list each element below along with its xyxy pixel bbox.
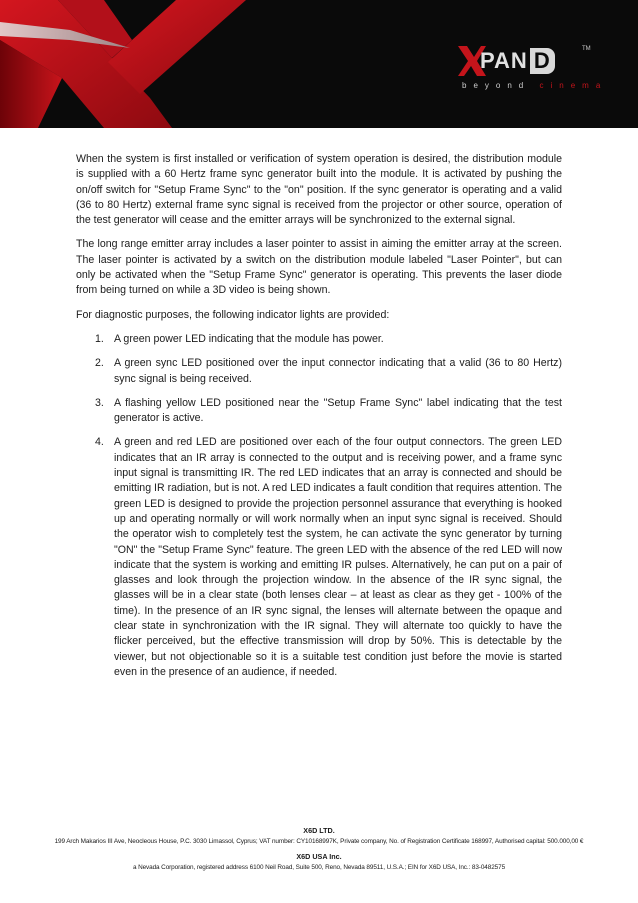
- list-number: 2.: [95, 357, 104, 370]
- page-header: [0, 0, 638, 128]
- document-body: [76, 152, 562, 689]
- red-x-graphic: [0, 0, 260, 128]
- tagline-cinema: cinema: [539, 81, 608, 90]
- footer-company-2-address: a Nevada Corporation, registered address 6100 Neil Road, Suite 500, Reno, Nevada 89511, U.S.A.; EIN for X6D USA, Inc.: 83-0482575: [132, 864, 506, 871]
- logo-letter-d: D: [530, 48, 555, 74]
- list-number: 1.: [95, 332, 104, 345]
- paragraph-diagnostic-intro: For diagnostic purposes, the following indicator lights are provided:: [76, 308, 390, 321]
- xpand-logo: [458, 46, 608, 94]
- tagline-beyond: beyond: [462, 81, 531, 90]
- list-item: [76, 435, 562, 680]
- indicator-list: [76, 332, 562, 680]
- paragraph-frame-sync: When the system is first installed or verification of system operation is desired, the distribution module is supplied with a 60 Hertz frame sync generator built into the module. It is activated by pushing the on/off switch for "Setup Frame Sync" to the "on" position. If the sync generator is operating and a valid (36 to 80 Hertz) external frame sync signal is received from the projector or other source, operation of the test generator will cease and the emitter arrays will be synchronized to the external signal.: [76, 153, 562, 227]
- footer-company-2: [0, 852, 638, 871]
- footer-company-1-name: X6D LTD.: [303, 826, 335, 835]
- list-number: 3.: [95, 396, 104, 409]
- footer-company-1: [0, 826, 638, 845]
- list-text: A green power LED indicating that the module has power.: [114, 332, 384, 345]
- paragraph-laser-pointer: The long range emitter array includes a laser pointer to assist in aiming the emitter array at the screen. The laser pointer is activated by a switch on the distribution module labeled "Laser Pointer", but can only be activated when the "Setup Frame Sync" generator is operating. This prevents the laser diode from being turned on while a 3D video is being shown.: [76, 238, 562, 297]
- logo-tagline: [462, 81, 607, 90]
- logo-word-pan: PAN: [480, 48, 528, 73]
- list-text: A green sync LED positioned over the input connector indicating that a valid (36 to 80 Hertz) sync signal is being received.: [114, 357, 562, 385]
- list-number: 4.: [95, 436, 104, 449]
- list-text: A flashing yellow LED positioned near the "Setup Frame Sync" label indicating that the test generator is active.: [114, 396, 562, 425]
- list-text: A green and red LED are positioned over each of the four output connectors. The green LED indicates that an IR array is connected to the output and is receiving power, and a frame sync input signal is transmitting IR. The red LED indicates that an array is connected and should be emitting IR radiation, but is not. A red LED indicates a fault condition that requires attention. The green LED is designed to provide the projection personnel assurance that everything is hooked up and operating normally or will work normally when an input sync signal is received. Should the operator wish to completely test the system, he can activate the sync generator by turning "ON" the "Setup Frame Sync" feature. The green LED with the absence of the red LED will now indicate that the system is working and emitting IR pulses. Alternatively, he can put on a pair of glasses and look through the projection window. In the absence of the IR sync signal, the glasses will be in a clear state (both lenses clear – at least as clear as they get - 100% of the time). In the presence of an IR sync signal, the lenses will alternate between the opaque and clear state in synchronization with the IR signal. They will alternate too quickly to have the flicker perceived, but the effective transmission will drop by 50%. This is detectable by the viewer, but not objectionable so it is a suitable test condition just before the movie is started even in the presence of an audience, if needed.: [114, 436, 562, 678]
- list-item: [76, 396, 562, 427]
- logo-wordmark: [480, 48, 555, 74]
- footer-company-2-name: X6D USA Inc.: [296, 852, 342, 861]
- trademark-mark: TM: [582, 46, 591, 52]
- list-item: [76, 356, 562, 387]
- list-item: [76, 332, 562, 347]
- footer-company-1-address: 199 Arch Makarios III Ave, Neocleous House, P.C. 3030 Limassol, Cyprus; VAT number: CY10168997K, Private company, No. of Registration Certificate 168997, Authorised capital: 500.000,00 €: [54, 838, 584, 845]
